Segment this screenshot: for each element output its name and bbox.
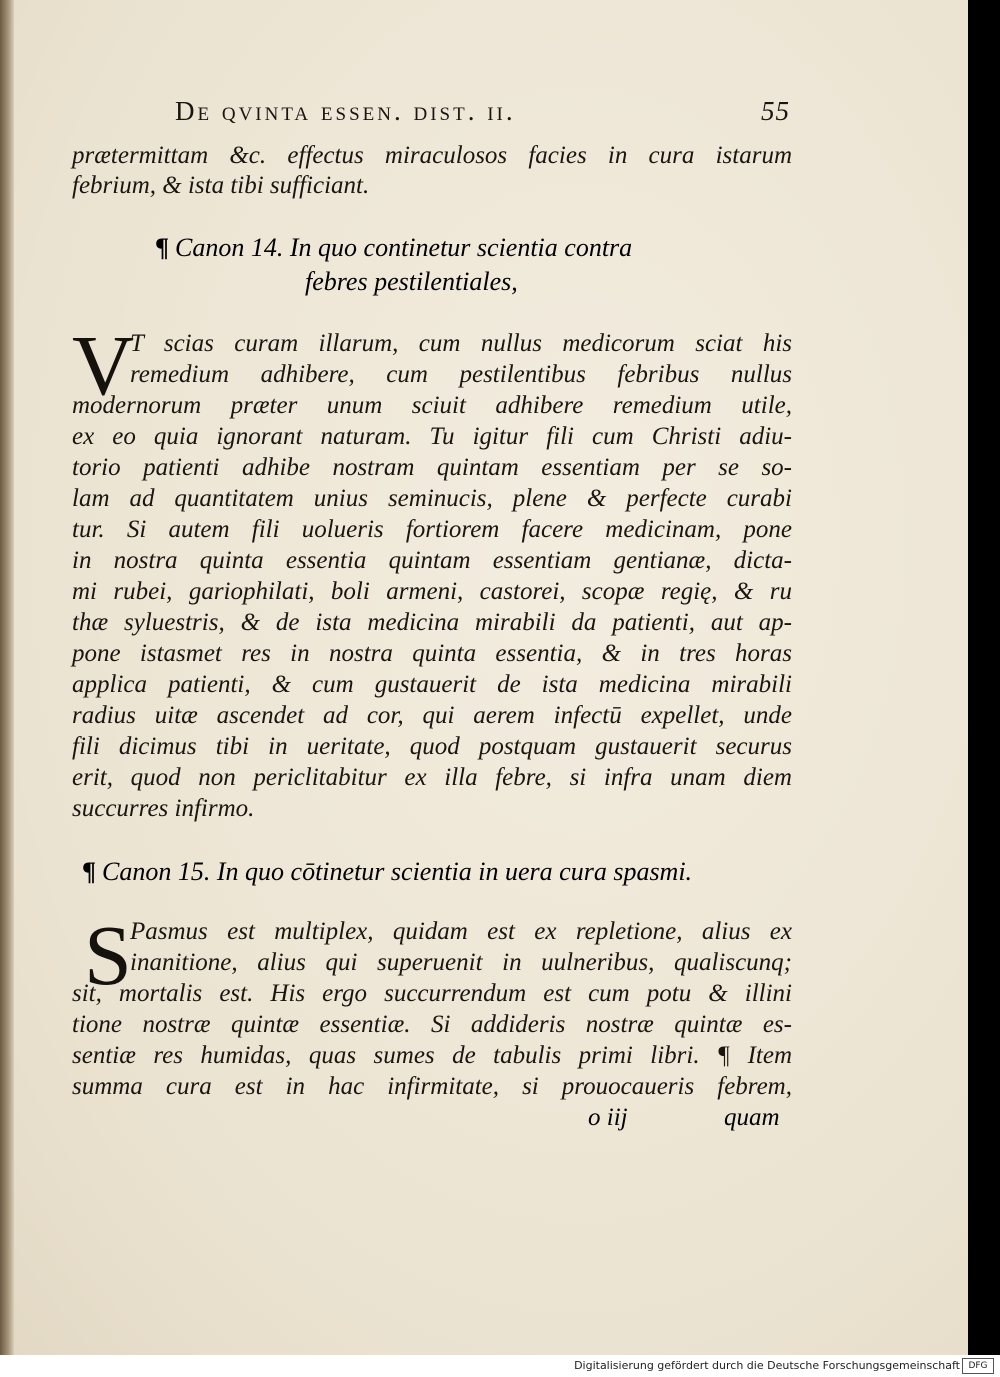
text-line: inanitione, alius qui superuenit in uulneribus, qualiscunq; xyxy=(130,949,792,976)
pilcrow-icon: ¶ xyxy=(155,233,170,262)
canon-14-heading xyxy=(155,232,632,264)
catchword: quam xyxy=(724,1104,780,1131)
heading-line: Canon 14. In quo continetur scientia contra xyxy=(175,233,633,262)
canon-14-heading-cont: febres pestilentiales, xyxy=(305,267,518,296)
heading-line: Canon 15. In quo cōtinetur scientia in uera cura spasmi. xyxy=(102,857,693,886)
text-line: in nostra quinta essentia quintam essentiam gentianæ, dicta- xyxy=(72,547,792,574)
text-line: erit, quod non periclitabitur ex illa febre, si infra unam diem xyxy=(72,764,792,791)
text-line: lam ad quantitatem unius seminucis, plene & perfecte curabi xyxy=(72,485,792,512)
text-line: sit, mortalis est. His ergo succurrendum est cum potu & illini xyxy=(72,980,792,1007)
text-line: Pasmus est multiplex, quidam est ex repletione, alius ex xyxy=(130,918,792,945)
funding-note: Digitalisierung gefördert durch die Deutsche Forschungsgemeinschaft xyxy=(574,1359,960,1372)
text-line: febrium, & ista tibi sufficiant. xyxy=(72,172,370,199)
text-line: radius uitæ ascendet ad cor, qui aerem infectū expellet, unde xyxy=(72,702,792,729)
drop-capital: V xyxy=(72,317,135,413)
text-line: thæ syluestris, & de ista medicina mirabili da patienti, aut ap- xyxy=(72,609,792,636)
text-line: summa cura est in hac infirmitate, si prouocaueris febrem, xyxy=(72,1073,792,1100)
running-title: De qvinta essen. dist. ii. xyxy=(175,96,516,126)
text-line: ex eo quia ignorant naturam. Tu igitur fili cum Christi adiu- xyxy=(72,423,792,450)
text-line: remedium adhibere, cum pestilentibus febribus nullus xyxy=(130,361,792,388)
text-line: tione nostræ quintæ essentiæ. Si addideris nostræ quintæ es- xyxy=(72,1011,792,1038)
text-line: tur. Si autem fili uolueris fortiorem facere medicinam, pone xyxy=(72,516,792,543)
text-line: pone istasmet res in nostra quinta essentia, & in tres horas xyxy=(72,640,792,667)
folio-number: 55 xyxy=(761,96,790,126)
signature-mark: o iij xyxy=(588,1104,628,1131)
text-line: modernorum præter unum sciuit adhibere remedium utile, xyxy=(72,392,792,419)
binding-shadow xyxy=(0,0,14,1355)
text-line: mi rubei, gariophilati, boli armeni, castorei, scopæ regię, & ru xyxy=(72,578,792,605)
text-line: fili dicimus tibi in ueritate, quod postquam gustauerit securus xyxy=(72,733,792,760)
digitization-footer xyxy=(0,1355,1000,1377)
text-line: succurres infirmo. xyxy=(72,795,255,822)
drop-capital: S xyxy=(84,907,132,1003)
canon-15-heading xyxy=(82,856,692,888)
running-header xyxy=(175,96,790,130)
text-line: applica patienti, & cum gustauerit de ista medicina mirabili xyxy=(72,671,792,698)
text-line: torio patienti adhibe nostram quintam essentiam per se so- xyxy=(72,454,792,481)
text-line: T scias curam illarum, cum nullus medicorum sciat his xyxy=(130,330,792,357)
dfg-logo-icon: DFG xyxy=(962,1358,994,1374)
pilcrow-icon: ¶ xyxy=(82,857,97,886)
text-line: prætermittam &c. effectus miraculosos facies in cura istarum xyxy=(72,142,792,169)
text-line: sentiæ res humidas, quas sumes de tabulis primi libri. ¶ Item xyxy=(72,1042,792,1069)
